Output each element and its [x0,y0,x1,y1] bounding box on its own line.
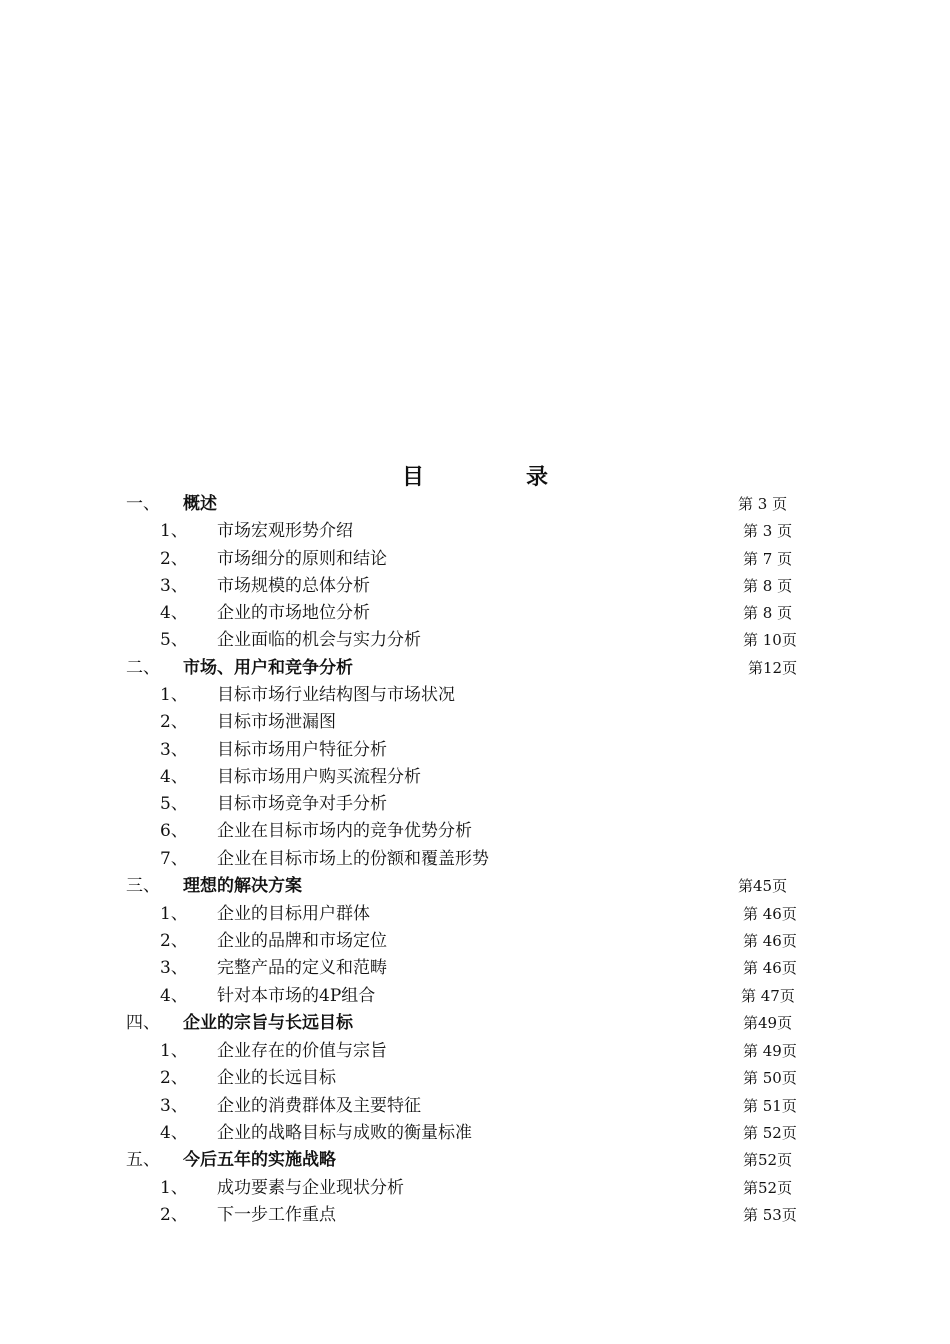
item-number: 4、 [160,1123,188,1143]
toc-section-3[interactable] [0,873,950,900]
item-number: 3、 [160,576,188,596]
toc-section-1[interactable] [0,491,950,518]
item-number: 5、 [160,794,188,814]
page-ref: 第 3 页 [738,495,788,513]
page-ref: 第 46页 [743,932,797,950]
item-title: 企业存在的价值与宗旨 [217,1041,387,1061]
section-number: 二、 [126,658,160,678]
item-title: 企业面临的机会与实力分析 [217,630,421,650]
section-title: 今后五年的实施战略 [183,1150,336,1170]
page-ref: 第 47页 [741,987,795,1005]
toc-item[interactable] [0,955,950,982]
toc-item[interactable] [0,737,950,764]
item-number: 2、 [160,712,188,732]
section-number: 一、 [126,494,160,514]
page-ref: 第 49页 [743,1042,797,1060]
page-ref: 第 3 页 [743,522,793,540]
toc-section-5[interactable] [0,1147,950,1174]
item-title: 目标市场用户购买流程分析 [217,767,421,787]
toc-item[interactable] [0,600,950,627]
section-number: 三、 [126,876,160,896]
page-ref: 第52页 [743,1179,793,1197]
toc-item[interactable] [0,983,950,1010]
page-ref: 第45页 [738,877,788,895]
item-number: 2、 [160,549,188,569]
item-title: 企业的目标用户群体 [217,904,370,924]
section-number: 五、 [126,1150,160,1170]
toc-item[interactable] [0,1093,950,1120]
item-number: 3、 [160,958,188,978]
item-number: 5、 [160,630,188,650]
item-number: 4、 [160,767,188,787]
item-title: 目标市场泄漏图 [217,712,336,732]
item-title: 目标市场用户特征分析 [217,740,387,760]
item-number: 1、 [160,904,188,924]
page-ref: 第 53页 [743,1206,797,1224]
page-ref: 第 46页 [743,959,797,977]
toc-item[interactable] [0,1065,950,1092]
page-ref: 第 52页 [743,1124,797,1142]
item-title: 企业的品牌和市场定位 [217,931,387,951]
item-number: 2、 [160,1068,188,1088]
page-ref: 第12页 [748,659,798,677]
toc-item[interactable] [0,1175,950,1202]
item-title: 针对本市场的4P组合 [217,986,376,1006]
page-ref: 第 46页 [743,905,797,923]
item-title: 企业在目标市场上的份额和覆盖形势 [217,849,489,869]
item-number: 3、 [160,740,188,760]
toc-item[interactable] [0,627,950,654]
toc-item[interactable] [0,518,950,545]
item-title: 完整产品的定义和范畴 [217,958,387,978]
page-ref: 第 51页 [743,1097,797,1115]
item-number: 1、 [160,1178,188,1198]
item-title: 市场细分的原则和结论 [217,549,387,569]
item-title: 目标市场竞争对手分析 [217,794,387,814]
item-number: 4、 [160,986,188,1006]
item-title: 企业的战略目标与成败的衡量标准 [217,1123,472,1143]
section-number: 四、 [126,1013,160,1033]
toc-item[interactable] [0,1202,950,1229]
toc-item[interactable] [0,928,950,955]
item-number: 6、 [160,821,188,841]
toc-item[interactable] [0,1038,950,1065]
toc-title: 目 录 [401,465,588,490]
item-number: 7、 [160,849,188,869]
item-number: 2、 [160,1205,188,1225]
toc-item[interactable] [0,901,950,928]
item-number: 4、 [160,603,188,623]
item-title: 企业在目标市场内的竞争优势分析 [217,821,472,841]
toc-item[interactable] [0,709,950,736]
item-title: 目标市场行业结构图与市场状况 [217,685,455,705]
item-title: 企业的市场地位分析 [217,603,370,623]
item-title: 下一步工作重点 [217,1205,336,1225]
item-number: 3、 [160,1096,188,1116]
item-title: 市场宏观形势介绍 [217,521,353,541]
toc-item[interactable] [0,818,950,845]
toc-item[interactable] [0,791,950,818]
item-number: 1、 [160,685,188,705]
toc-item[interactable] [0,573,950,600]
toc-item[interactable] [0,764,950,791]
page-ref: 第49页 [743,1014,793,1032]
item-title: 企业的长远目标 [217,1068,336,1088]
toc-section-2[interactable] [0,655,950,682]
toc-section-4[interactable] [0,1010,950,1037]
toc-item[interactable] [0,682,950,709]
page-ref: 第 8 页 [743,577,793,595]
section-title: 市场、用户和竞争分析 [183,658,353,678]
section-title: 概述 [183,494,217,514]
item-number: 1、 [160,521,188,541]
item-title: 成功要素与企业现状分析 [217,1178,404,1198]
toc-item[interactable] [0,546,950,573]
section-title: 企业的宗旨与长远目标 [183,1013,353,1033]
page-ref: 第 50页 [743,1069,797,1087]
item-title: 企业的消费群体及主要特征 [217,1096,421,1116]
toc-item[interactable] [0,1120,950,1147]
item-number: 2、 [160,931,188,951]
item-title: 市场规模的总体分析 [217,576,370,596]
toc-item[interactable] [0,846,950,873]
item-number: 1、 [160,1041,188,1061]
page-ref: 第 8 页 [743,604,793,622]
page-ref: 第 7 页 [743,550,793,568]
page-ref: 第52页 [743,1151,793,1169]
page-ref: 第 10页 [743,631,797,649]
section-title: 理想的解决方案 [183,876,302,896]
